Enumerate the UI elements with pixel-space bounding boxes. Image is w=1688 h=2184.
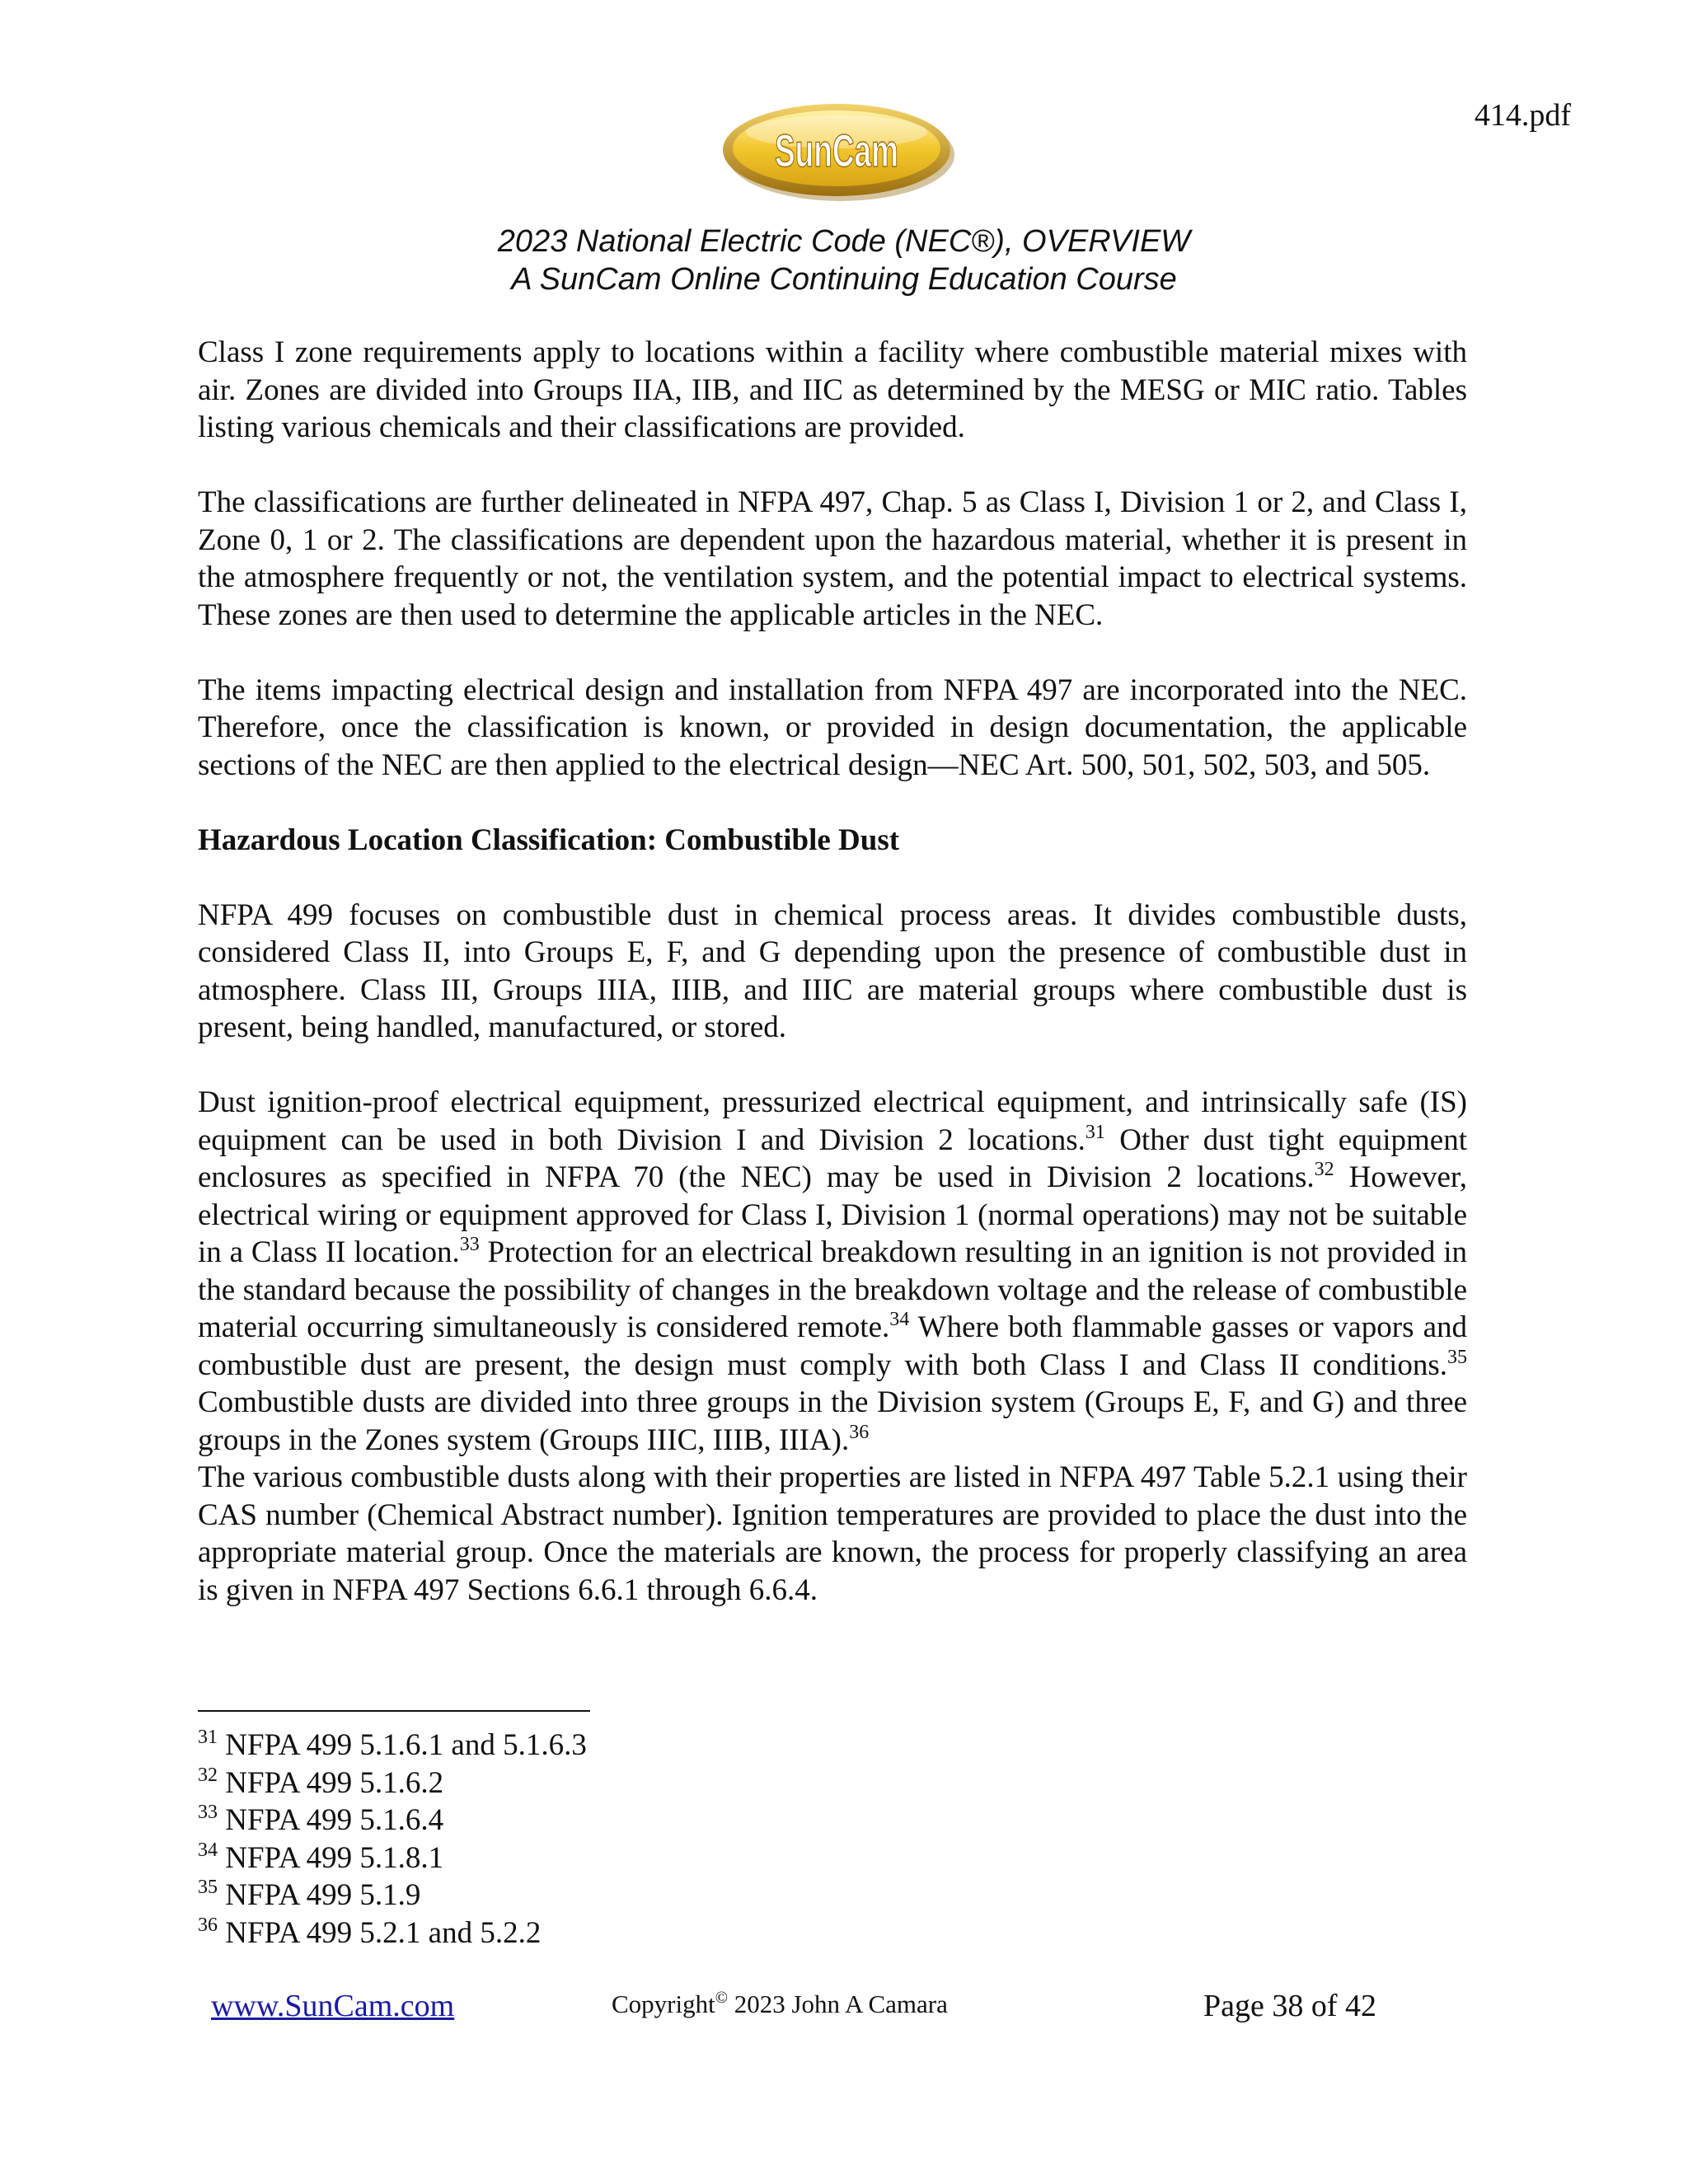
text-span: Where both flammable gasses or vapors and combustible dust are present, the design must comply with both Class I and Class II conditions. xyxy=(198,1310,1468,1382)
footnote-ref[interactable]: 35 xyxy=(1447,1346,1467,1368)
footnote-ref[interactable]: 36 xyxy=(849,1421,870,1443)
section-heading: Hazardous Location Classification: Combustible Dust xyxy=(198,823,900,857)
footnote-number: 32 xyxy=(198,1764,218,1786)
footnote-number: 35 xyxy=(198,1877,218,1898)
footnote-divider xyxy=(198,1710,590,1712)
footnotes xyxy=(198,1727,587,1952)
footnote-text: NFPA 499 5.2.1 and 5.2.2 xyxy=(218,1915,542,1950)
footnote-number: 34 xyxy=(198,1839,218,1861)
text-span: Protection for an electrical breakdown resulting in an ignition is not provided in the standard because the possibility of changes in the breakdown voltage and the release of combustible material occurring simultaneously is considered remote. xyxy=(198,1235,1467,1344)
page-body xyxy=(198,334,1467,1647)
footnote-item xyxy=(198,1802,587,1840)
suncam-logo xyxy=(717,101,956,204)
footnote-text: NFPA 499 5.1.8.1 xyxy=(218,1840,444,1875)
footnote-text: NFPA 499 5.1.6.1 and 5.1.6.3 xyxy=(218,1728,587,1762)
file-name: 414.pdf xyxy=(1474,98,1571,133)
paragraph-nfpa-499: NFPA 499 focuses on combustible dust in chemical process areas. It divides combustible dusts, considered Class II, into Groups E, F, and G depending upon the presence of combustible dust in atmosphere. Class III, Groups IIIA, IIIB, and IIIC are material groups where combustible dust is present, being handled, manufactured, or stored. xyxy=(198,898,1467,1044)
text-span: However, electrical wiring or equipment approved for Class I, Division 1 (normal operations) may not be suitable in a Class II location. xyxy=(198,1160,1467,1269)
copyright-symbol: © xyxy=(715,1989,728,2007)
footnote-ref[interactable]: 34 xyxy=(889,1309,910,1330)
page-footer xyxy=(0,1988,1688,2037)
paragraph-nec-articles: The items impacting electrical design and installation from NFPA 497 are incorporated into the NEC. Therefore, once the classification is known, or provided in design documentation, the applicable sections of the NEC are then applied to the electrical design—NEC Art. 500, 501, 502, 503, and 505. xyxy=(198,673,1467,782)
footnote-ref[interactable]: 33 xyxy=(459,1234,480,1255)
copyright-word: Copyright xyxy=(612,1990,715,2018)
footnote-text: NFPA 499 5.1.6.4 xyxy=(218,1803,444,1837)
copyright-holder: 2023 John A Camara xyxy=(727,1990,948,2018)
footnote-item xyxy=(198,1915,587,1952)
paragraph-class-i-zones: Class I zone requirements apply to locations within a facility where combustible material mixes with air. Zones are divided into Groups IIA, IIB, and IIC as determined by the MESG or MIC ratio. Tables listing various chemicals and their classifications are provided. xyxy=(198,335,1467,444)
suncam-website-link[interactable]: www.SunCam.com xyxy=(211,1989,455,2023)
page-number: Page 38 of 42 xyxy=(1203,1989,1377,2023)
footnote-number: 36 xyxy=(198,1914,218,1936)
course-subtitle: A SunCam Online Continuing Education Course xyxy=(511,262,1177,297)
copyright-notice xyxy=(612,1990,948,2019)
text-span: Other dust tight equipment enclosures as specified in NFPA 70 (the NEC) may be used in Division 2 locations. xyxy=(198,1122,1467,1194)
text-span: Dust ignition-proof electrical equipment, pressurized electrical equipment, and intrinsically safe (IS) equipment can be used in both Division I and Division 2 locations. xyxy=(198,1085,1467,1157)
footnote-text: NFPA 499 5.1.6.2 xyxy=(218,1765,444,1800)
footnote-number: 31 xyxy=(198,1727,218,1748)
course-title: 2023 National Electric Code (NEC®), OVERVIEW xyxy=(497,224,1191,259)
footnote-number: 33 xyxy=(198,1802,218,1823)
paragraph-classifications: The classifications are further delineated in NFPA 497, Chap. 5 as Class I, Division 1 or 2, and Class I, Zone 0, 1 or 2. The classifications are dependent upon the hazardous material, whether it is present in the atmosphere frequently or not, the ventilation system, and the potential impact to electrical systems. These zones are then used to determine the applicable articles in the NEC. xyxy=(198,485,1467,632)
paragraph-cas-numbers: The various combustible dusts along with their properties are listed in NFPA 497 Table 5.2.1 using their CAS number (Chemical Abstract number). Ignition temperatures are provided to place the dust into the appropriate material group. Once the materials are known, the process for properly classifying an area is given in NFPA 497 Sections 6.6.1 through 6.6.4. xyxy=(198,1460,1467,1607)
footnote-ref[interactable]: 32 xyxy=(1314,1159,1334,1180)
footnote-item xyxy=(198,1877,587,1915)
logo-text: SunCam xyxy=(775,124,898,176)
footnote-item xyxy=(198,1765,587,1802)
footnote-item xyxy=(198,1727,587,1765)
course-header xyxy=(0,223,1688,298)
footnote-text: NFPA 499 5.1.9 xyxy=(218,1878,421,1912)
footnote-item xyxy=(198,1840,587,1877)
footnote-ref[interactable]: 31 xyxy=(1085,1121,1105,1143)
text-span: Combustible dusts are divided into three groups in the Division system (Groups E, F, and G) and three groups in the Zones system (Groups IIIC, IIIB, IIIA). xyxy=(198,1385,1467,1457)
paragraph-dust-equipment xyxy=(198,1084,1467,1459)
